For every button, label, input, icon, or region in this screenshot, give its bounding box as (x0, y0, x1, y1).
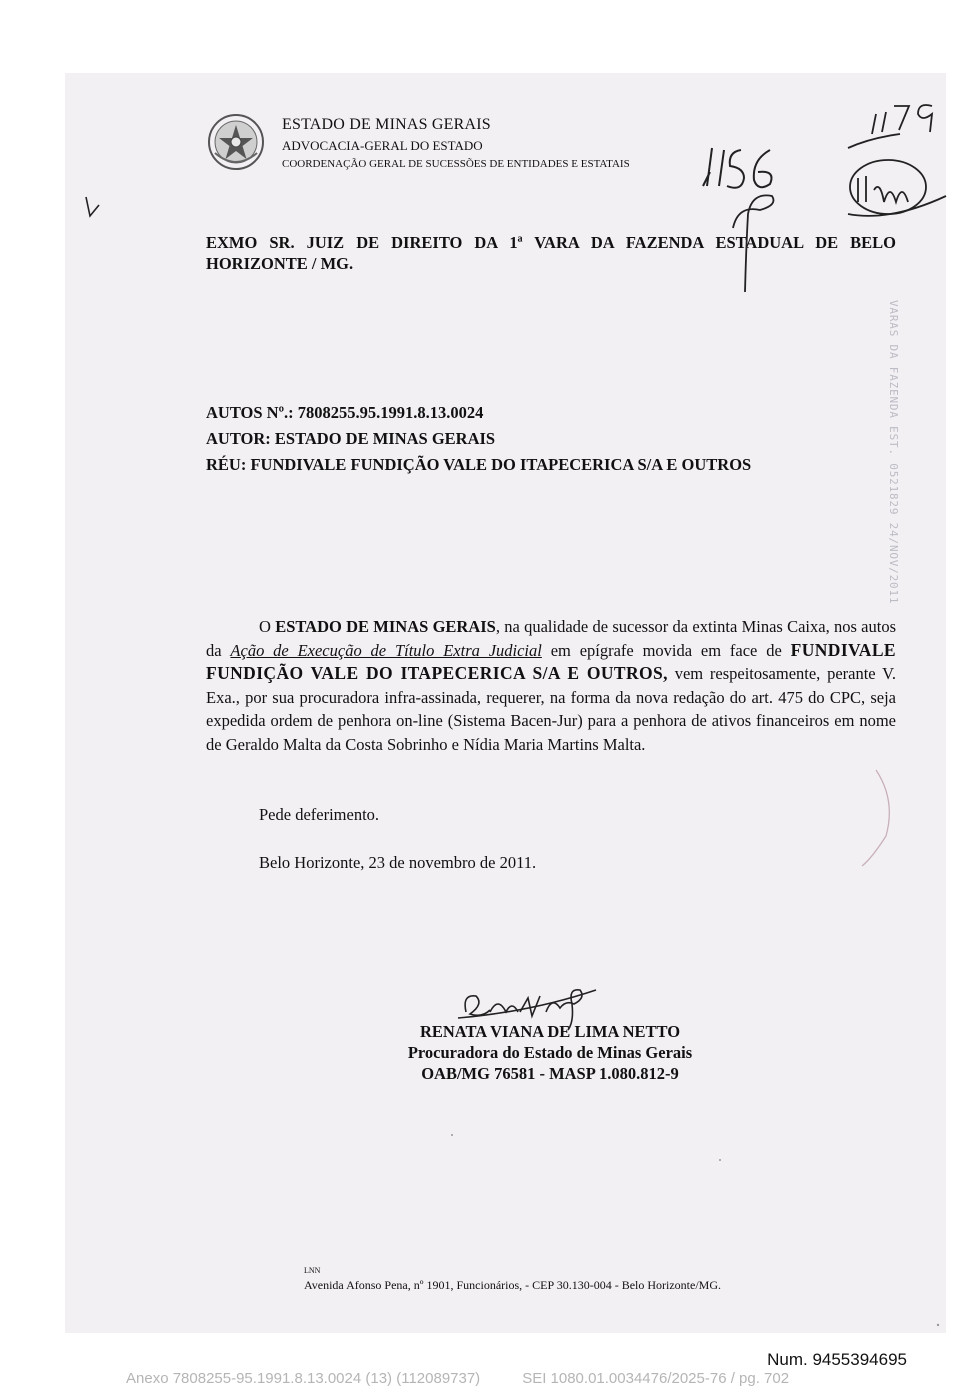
defendant-name: FUNDIVALE FUNDIÇÃO VALE DO ITAPECERICA S/A E OUTROS, (206, 639, 896, 683)
header-agency: ADVOCACIA-GERAL DO ESTADO (282, 138, 483, 153)
annex-reference: Anexo 7808255-95.1991.8.13.0024 (13) (112089737) (126, 1370, 481, 1387)
addressee: EXMO SR. JUIZ DE DIREITO DA 1ª VARA DA FAZENDA ESTADUAL DE BELO HORIZONTE / MG. (206, 233, 896, 273)
signature-block (380, 1021, 720, 1084)
date-line: Belo Horizonte, 23 de novembro de 2011. (259, 853, 537, 872)
case-info (206, 400, 751, 478)
signer-name: RENATA VIANA DE LIMA NETTO (419, 1022, 681, 1041)
document-number: Num. 9455394695 (767, 1350, 907, 1369)
office-address: Avenida Afonso Pena, nº 1901, Funcionários, - CEP 30.130-004 - Belo Horizonte/MG. (304, 1278, 722, 1292)
paragraph-prefix: O (259, 617, 276, 636)
case-plaintiff: AUTOR: ESTADO DE MINAS GERAIS (206, 429, 496, 448)
action-title: Ação de Execução de Título Extra Judicial (230, 640, 542, 660)
receipt-stamp: VARAS DA FAZENDA EST. 0521829 24/NOV/2011 (887, 300, 900, 605)
coat-of-arms-icon (207, 113, 265, 171)
paragraph-text-c: vem respeitosamente, perante V. Exa., por sua procuradora infra-assinada, requerer, na forma da nova redação do art. 475 do CPC, seja expedida ordem de penhora on-line (Sistema Bacen-Jur) para a penhora de ativos financeiros em nome de Geraldo Malta da Costa Sobrinho e Nídia Maria Martins Malta. (206, 664, 896, 754)
header-coordination: COORDENAÇÃO GERAL DE SUCESSÕES DE ENTIDADES E ESTATAIS (282, 158, 630, 170)
signer-registration: OAB/MG 76581 - MASP 1.080.812-9 (421, 1064, 679, 1083)
case-number: AUTOS Nº.: 7808255.95.1991.8.13.0024 (206, 403, 484, 422)
paragraph-text-b: em epígrafe movida em face de (541, 640, 791, 660)
petition-paragraph (206, 615, 896, 756)
party-name: ESTADO DE MINAS GERAIS (275, 617, 496, 636)
paragraph-text-a: , na qualidade de sucessor da extinta Minas Caixa, nos autos da (206, 617, 897, 660)
typist-initials: LNN (304, 1266, 321, 1275)
case-defendant: RÉU: FUNDIVALE FUNDIÇÃO VALE DO ITAPECERICA S/A E OUTROS (206, 455, 752, 474)
header-state: ESTADO DE MINAS GERAIS (282, 116, 491, 133)
system-footer (126, 1370, 789, 1387)
sei-reference: SEI 1080.01.0034476/2025-76 / pg. 702 (522, 1370, 790, 1387)
closing-request: Pede deferimento. (259, 805, 380, 824)
signer-role: Procuradora do Estado de Minas Gerais (407, 1043, 693, 1062)
